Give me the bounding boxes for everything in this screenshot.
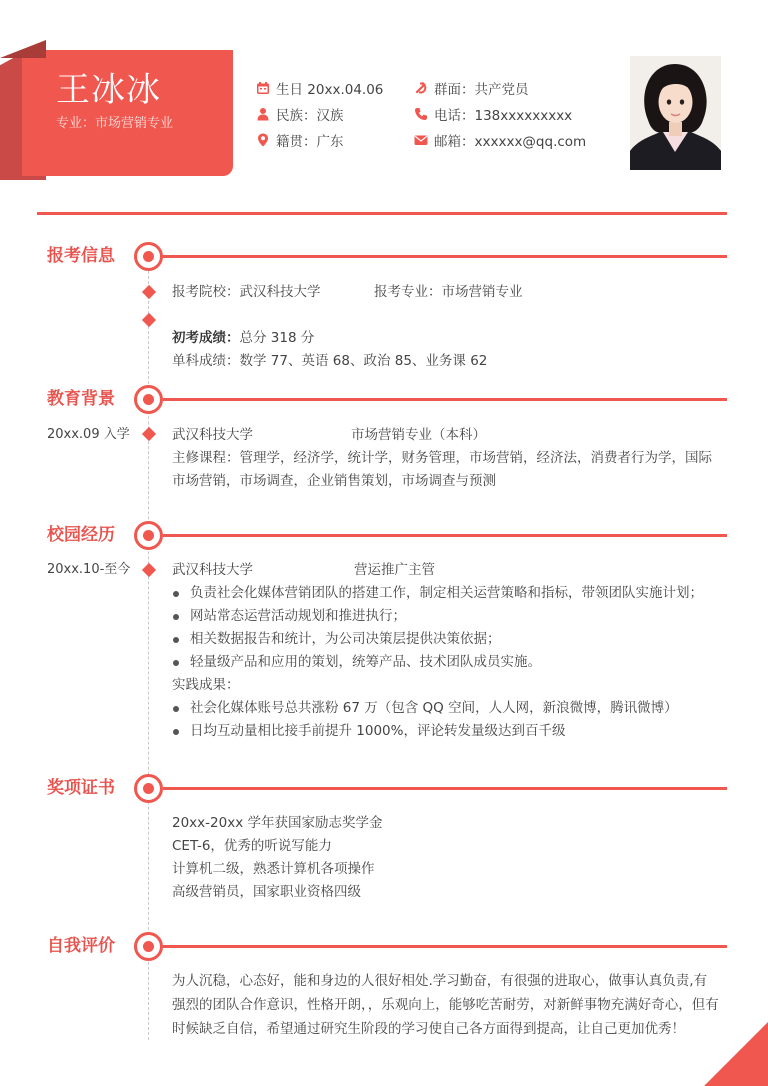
section-rule-education (163, 398, 727, 401)
award-item: CET-6，优秀的听说写能力 (172, 838, 332, 854)
bullet-dot (173, 591, 179, 597)
party-emblem-icon (414, 81, 428, 95)
birthday-text: 生日 20xx.04.06 (276, 82, 384, 98)
profile-photo (630, 56, 721, 170)
bullet-dot (173, 660, 179, 666)
award-item: 20xx-20xx 学年获国家励志奖学金 (172, 815, 383, 831)
info-political (414, 78, 529, 98)
hometown-text: 籍贯：广东 (276, 134, 344, 150)
campus-duty: 轻量级产品和应用的策划，统筹产品、技术团队成员实施。 (190, 654, 541, 670)
self-evaluation-line: 强烈的团队合作意识，性格开朗，，乐观向上，能够吃苦耐劳，对新鲜事物充满好奇心，但有 (172, 997, 719, 1013)
education-major: 市场营销专业（本科） (351, 427, 486, 443)
section-title-education: 教育背景 (47, 389, 115, 409)
corner-decoration (704, 1022, 768, 1086)
section-marker-awards (134, 774, 163, 803)
section-rule-exam (163, 255, 727, 258)
location-pin-icon (256, 133, 270, 147)
candidate-major: 专业：市场营销专业 (56, 116, 174, 131)
phone-text: 电话：138xxxxxxxxx (434, 108, 573, 124)
campus-duty: 网站常态运营活动规划和推进执行； (190, 608, 406, 624)
section-marker-education (134, 385, 163, 414)
section-marker-self (134, 932, 163, 961)
header-divider (37, 212, 727, 215)
ethnicity-text: 民族：汉族 (276, 108, 344, 124)
campus-duty: 负责社会化媒体营销团队的搭建工作，制定相关运营策略和指标，带领团队实施计划； (190, 585, 703, 601)
mail-icon (414, 133, 428, 147)
campus-result: 日均互动量相比接手前提升 1000%，评论转发量级达到百千级 (190, 723, 566, 739)
bullet-dot (173, 637, 179, 643)
bullet-dot (173, 729, 179, 735)
timeline-diamond (142, 563, 156, 577)
info-hometown (256, 130, 344, 150)
candidate-name: 王冰冰 (56, 70, 161, 110)
bullet-dot (173, 706, 179, 712)
education-date: 20xx.09 入学 (47, 427, 130, 442)
timeline-diamond (142, 427, 156, 441)
info-phone (414, 104, 572, 124)
campus-result: 社会化媒体账号总共涨粉 67 万（包含 QQ 空间，人人网，新浪微博，腾讯微博） (190, 700, 678, 716)
self-evaluation-line: 时候缺乏自信，希望通过研究生阶段的学习使自己各方面得到提高，让自己更加优秀！ (172, 1021, 685, 1037)
banner-fold-corner (0, 40, 46, 58)
campus-role: 营运推广主管 (354, 562, 435, 578)
section-rule-campus (163, 534, 727, 537)
email-text: 邮箱：xxxxxx@qq.com (434, 134, 587, 150)
timeline-diamond (142, 313, 156, 327)
campus-duty: 相关数据报告和统计，为公司决策层提供决策依据； (190, 631, 501, 647)
section-rule-awards (163, 787, 727, 790)
campus-date: 20xx.10-至今 (47, 562, 131, 577)
political-text: 群面：共产党员 (434, 82, 529, 98)
section-title-self: 自我评价 (47, 936, 115, 956)
info-email (414, 130, 586, 150)
info-birthday (256, 78, 383, 98)
exam-score-value: 总分 318 分 (239, 330, 315, 346)
education-courses-line1: 主修课程：管理学，经济学，统计学，财务管理，市场营销，经济法，消费者行为学，国际 (172, 450, 712, 466)
section-marker-exam (134, 242, 163, 271)
info-ethnicity (256, 104, 344, 124)
section-rule-self (163, 945, 727, 948)
calendar-icon (256, 81, 270, 95)
campus-results-label: 实践成果： (172, 677, 240, 693)
section-marker-campus (134, 521, 163, 550)
section-title-awards: 奖项证书 (47, 778, 115, 798)
self-evaluation-line: 为人沉稳，心态好，能和身边的人很好相处.学习勤奋，有很强的进取心，做事认真负责,有 (172, 973, 708, 989)
timeline-diamond (142, 285, 156, 299)
exam-score-label: 初考成绩： (172, 330, 240, 346)
award-item: 计算机二级，熟悉计算机各项操作 (172, 861, 375, 877)
phone-icon (414, 107, 428, 121)
exam-subject-scores: 单科成绩：数学 77、英语 68、政治 85、业务课 62 (172, 353, 488, 369)
exam-major: 报考专业：市场营销专业 (374, 284, 523, 300)
section-title-campus: 校园经历 (47, 525, 115, 545)
award-item: 高级营销员，国家职业资格四级 (172, 884, 361, 900)
education-courses-line2: 市场营销，市场调查，企业销售策划，市场调查与预测 (172, 473, 496, 489)
exam-score (172, 327, 314, 350)
campus-org: 武汉科技大学 (172, 562, 253, 578)
section-title-exam: 报考信息 (47, 246, 115, 266)
person-icon (256, 107, 270, 121)
exam-school: 报考院校：武汉科技大学 (172, 284, 321, 300)
education-school: 武汉科技大学 (172, 427, 253, 443)
timeline-axis (148, 256, 149, 1040)
bullet-dot (173, 614, 179, 620)
